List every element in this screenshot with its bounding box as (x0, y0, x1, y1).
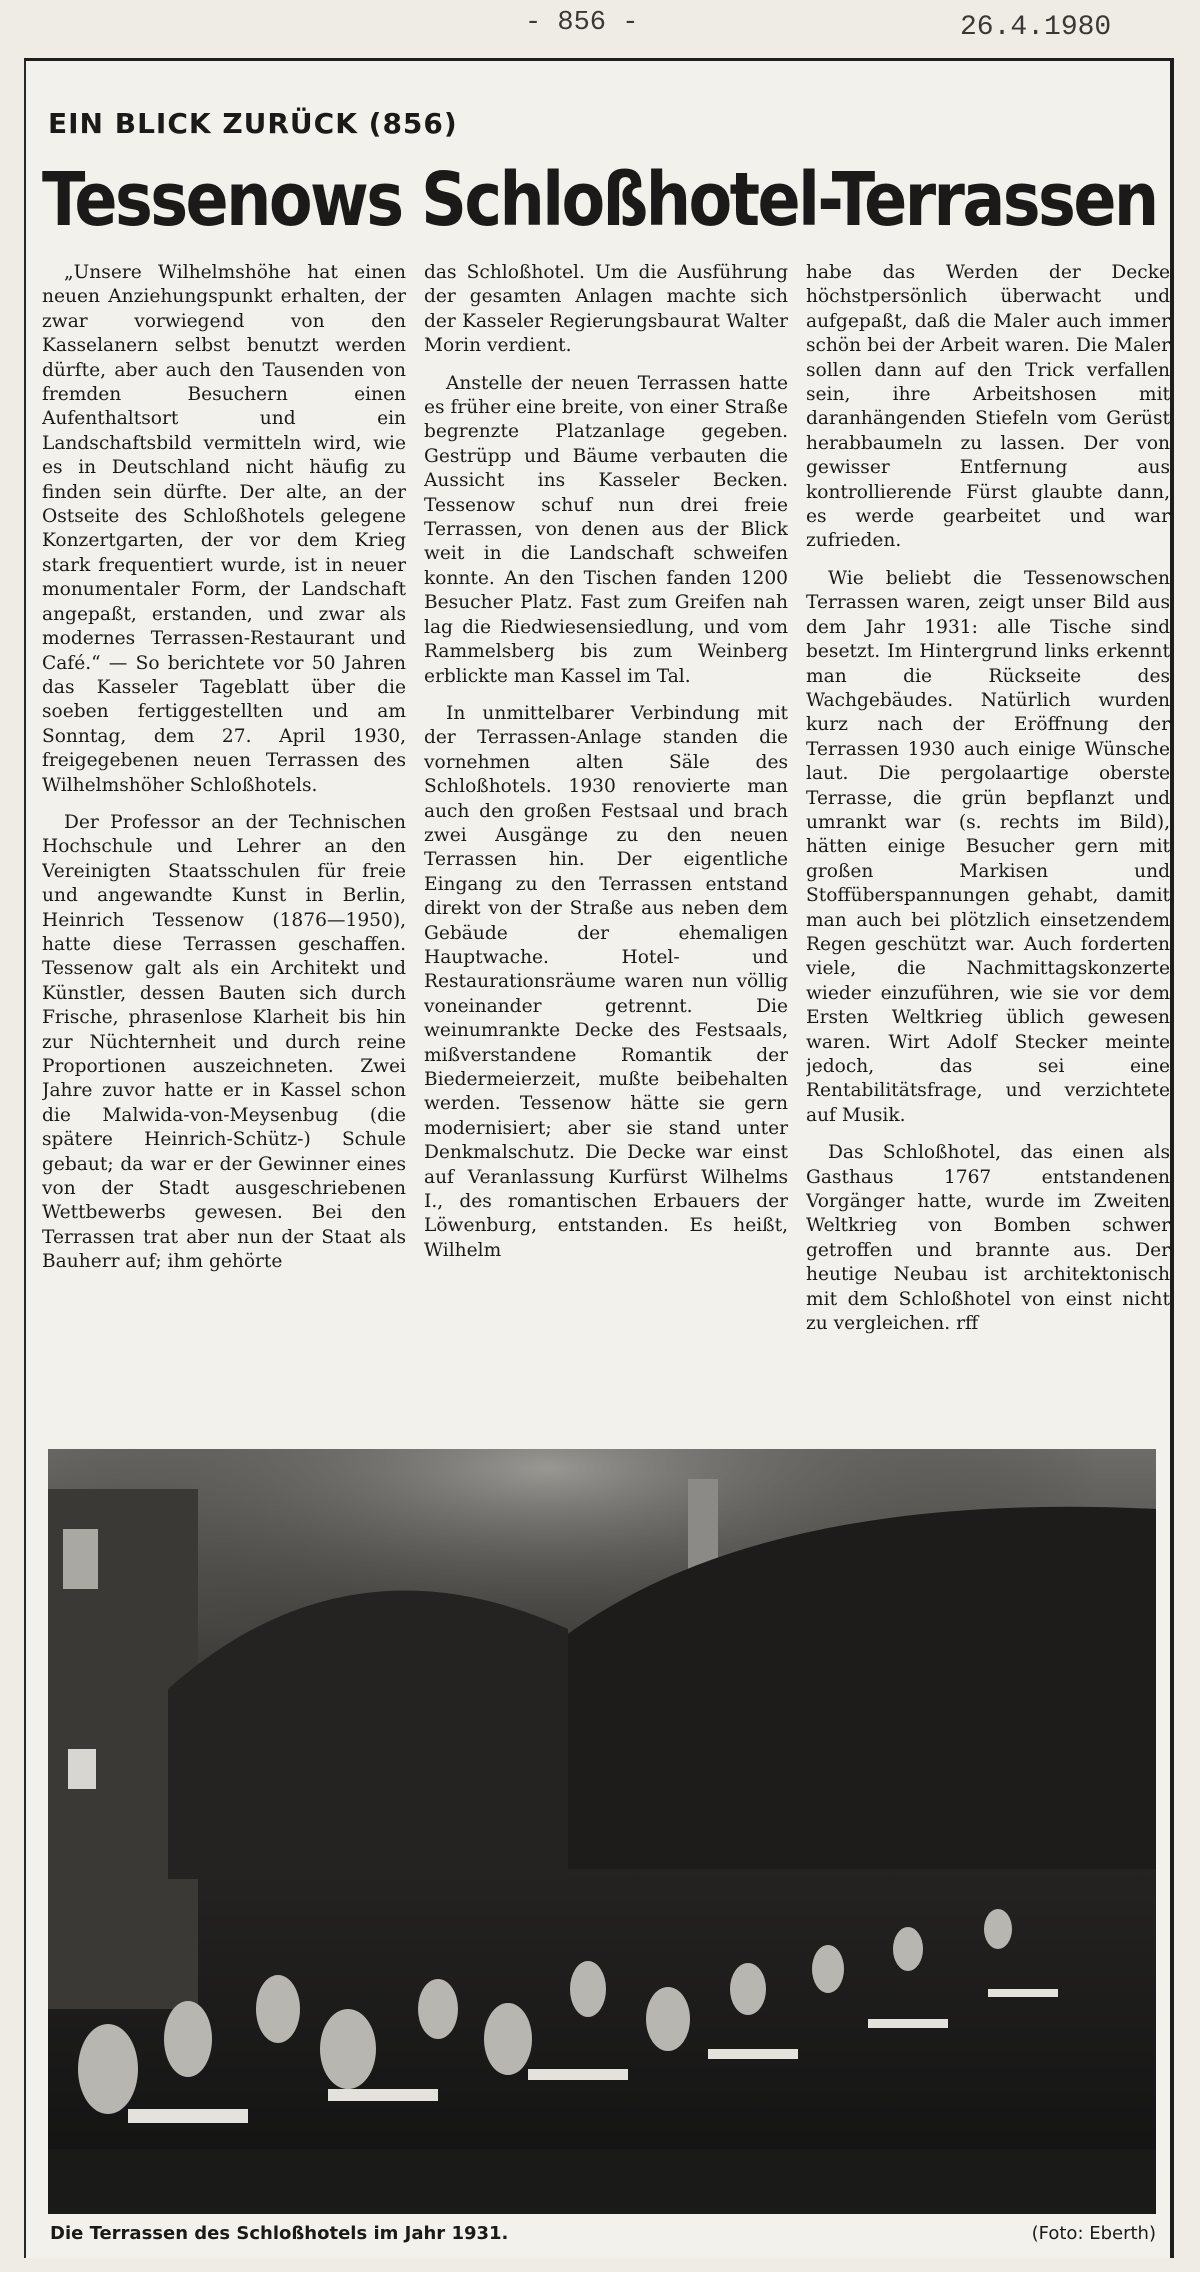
terrace-photo-image (48, 1449, 1156, 2214)
column-2 (424, 261, 788, 1481)
paragraph: „Unsere Wilhelmshöhe hat einen neuen Anziehungspunkt erhalten, der zwar vorwiegend von den Kasselanern selbst benutzt werden dürfte, aber auch den Tausenden von fremden Besuchern einen Aufenthaltsort und ein Landschaftsbild vermitteln wird, wie es in Deutschland nicht häufig zu finden sein dürfte. Der alte, an der Ostseite des Schloßhotels gelegene Konzertgarten, der vor dem Krieg stark frequentiert wurde, ist in neuer monumentaler Form, der Landschaft angepaßt, erstanden, und zwar als modernes Terrassen-Restaurant und Café.“ — So berichtete vor 50 Jahren das Kasseler Tageblatt über die soeben fertiggestellten und am Sonntag, dem 27. April 1930, freigegebenen neuen Terrassen des Wilhelmshöher Schloßhotels. (42, 262, 406, 796)
page-date: 26.4.1980 (960, 12, 1112, 43)
paragraph: Der Professor an der Technischen Hochschule und Lehrer an den Vereinigten Staatsschulen für freie und angewandte Kunst in Berlin, Heinrich Tessenow (1876—1950), hatte diese Terrassen geschaffen. Tessenow galt als ein Architekt und Künstler, dessen Bauten sich durch Frische, phrasenlose Klarheit bis hin zur Nüchternheit und durch reine Proportionen auszeichneten. Zwei Jahre zuvor hatte er in Kassel schon die Malwida-von-Meysenbug (die spätere Heinrich-Schütz-) Schule gebaut; da war er der Gewinner eines von der Stadt ausgeschriebenen Wettbewerbs gewesen. Bei den Terrassen trat aber nun der Staat als Bauherr auf; ihm gehörte (42, 811, 406, 1273)
article-body (42, 261, 1172, 1481)
paragraph: Wie beliebt die Tessenowschen Terrassen waren, zeigt unser Bild aus dem Jahr 1931: alle Tische sind besetzt. Im Hintergrund links erkennt man die Rückseite des Wachgebäudes. Natürlich wurden kurz nach der Eröffnung der Terrassen 1930 auch einige Wünsche laut. Die pergolaartige oberste Terrasse, die grün bepflanzt und umrankt war (s. rechts im Bild), hätten einige Besucher gern mit großen Markisen und Stoffüberspannungen gehabt, damit man auch bei plötzlich einsetzendem Regen geschützt war. Auch forderten viele, die Nachmittagskonzerte wieder einzuführen, wie sie vor dem Ersten Weltkrieg üblich gewesen waren. Wirt Adolf Stecker meinte jedoch, das sei eine Rentabilitätsfrage, und verzichtete auf Musik. (806, 567, 1170, 1126)
terrace-photo (48, 1449, 1156, 2214)
article-kicker: EIN BLICK ZURÜCK (856) (48, 107, 458, 140)
column-3 (806, 261, 1170, 1481)
newspaper-clipping (24, 58, 1174, 2258)
column-1 (42, 261, 406, 1481)
page-number: - 856 - (525, 8, 639, 38)
paragraph: Das Schloßhotel, das einen als Gasthaus 1767 entstandenen Vorgänger hatte, wurde im Zweiten Weltkrieg von Bomben schwer getroffen und brannte aus. Der heutige Neubau ist architektonisch mit dem Schloßhotel von einst nicht zu vergleichen. rff (806, 1142, 1170, 1335)
photo-credit: (Foto: Eberth) (1031, 2223, 1156, 2244)
paragraph: habe das Werden der Decke höchstpersönlich überwacht und aufgepaßt, daß die Maler auch immer schön bei der Arbeit waren. Die Maler sollen dann auf den Trick verfallen sein, ihre Arbeitshosen mit daranhängenden Stiefeln vom Gerüst herabbaumeln zu lassen. Der von gewisser Entfernung aus kontrollierende Fürst glaubte dann, es werde gearbeitet und war zufrieden. (806, 262, 1170, 552)
article-headline: Tessenows Schloßhotel-Terrassen (42, 157, 1157, 243)
paragraph: In unmittelbarer Verbindung mit der Terrassen-Anlage standen die vornehmen alten Säle des Schloßhotels. 1930 renovierte man auch den großen Festsaal und brach zwei Ausgänge zu den neuen Terrassen hin. Der eigentliche Eingang zu den Terrassen entstand direkt von der Straße aus neben dem Gebäude der ehemaligen Hauptwache. Hotel- und Restaurationsräume waren nun völlig voneinander getrennt. Die weinumrankte Decke des Festsaals, mißverstandene Romantik der Biedermeierzeit, mußte beibehalten werden. Tessenow hätte sie gern modernisiert; aber sie stand unter Denkmalschutz. Die Decke war einst auf Veranlassung Kurfürst Wilhelms I., des romantischen Erbauers der Löwenburg, entstanden. Es heißt, Wilhelm (424, 702, 788, 1261)
paragraph: Anstelle der neuen Terrassen hatte es früher eine breite, von einer Straße begrenzte Platzanlage gegeben. Gestrüpp und Bäume verbauten die Aussicht ins Kasseler Becken. Tessenow schuf nun drei freie Terrassen, von denen aus der Blick weit in die Landschaft schweifen konnte. An den Tischen fanden 1200 Besucher Platz. Fast zum Greifen nah lag die Riedwiesensiedlung, und vom Rammelsberg bis zum Weinberg erblickte man Kassel im Tal. (424, 372, 788, 687)
paragraph: das Schloßhotel. Um die Ausführung der gesamten Anlagen machte sich der Kasseler Regierungsbaurat Walter Morin verdient. (424, 262, 788, 357)
photo-caption: Die Terrassen des Schloßhotels im Jahr 1931. (50, 2223, 509, 2244)
